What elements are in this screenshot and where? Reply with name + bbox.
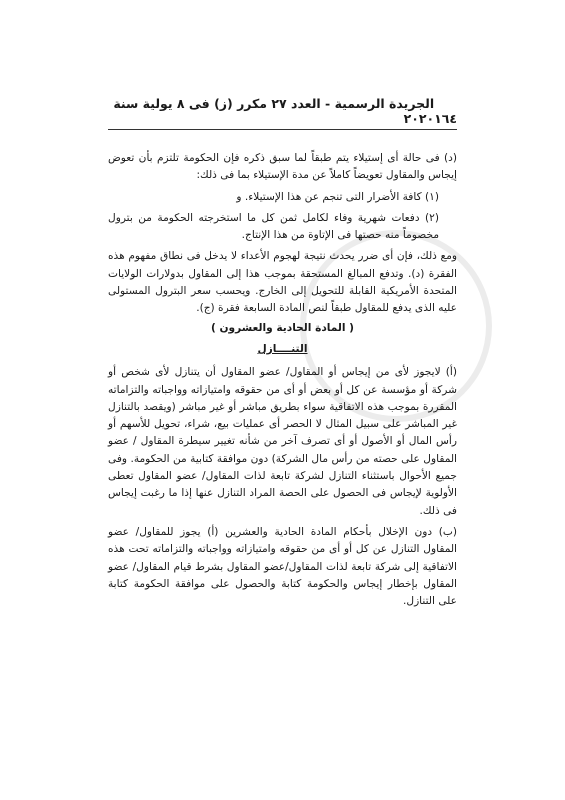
page-number: ١٦٤	[434, 111, 457, 126]
paragraph-b: (ب) دون الإخلال بأحكام المادة الحادية والعشرين (أ) يجوز للمقاول/ عضو المقاول التنازل عن كل أو أى من حقوقه وامتيازاته وواجباته والتزاماته تحت هذه الاتفاقية إلى شركة تابعة لذات المقاول/عضو المقاول بشرط قيام المقاول/ عضو المقاول بإخطار إيجاس والحكومة كتابة والحصول على موافقة الحكومة كتابة على التنازل.	[108, 525, 457, 608]
article-title: ( المادة الحادية والعشرون )	[210, 321, 355, 334]
header-title: الجريدة الرسمية - العدد ٢٧ مكرر (ز) فى ٨ يولية سنة ٢٠٢٠	[113, 96, 435, 126]
paragraph-d-closing: ومع ذلك، فإن أى ضرر يحدث نتيجة لهجوم الأعداء لا يدخل فى نطاق مفهوم هذه الفقرة (د). وتدفع المبالغ المستحقة بموجب هذا إلى المقاول بدولارات الولايات المتحدة الأمريكية القابلة للتحويل إلى الخارج. ويحسب سعر البترول المستولى عليه الذى يدفع للمقاول طبقاً لنص المادة السابعة فقرة (ج).	[108, 250, 457, 315]
page-header	[108, 96, 457, 126]
section-title: التنــــازل	[257, 342, 308, 355]
paragraph-d-item-2: (٢) دفعات شهرية وفاء لكامل ثمن كل ما استخرجته الحكومة من بترول مخصوماً منه حصتها فى الإتاوة من هذا الإنتاج.	[108, 211, 439, 242]
paragraph-d-item-1: (١) كافة الأضرار التى تنجم عن هذا الإستيلاء. و	[236, 190, 439, 203]
paragraph-a: (أ) لايجوز لأى من إيجاس أو المقاول/ عضو المقاول أن يتنازل لأى شخص أو شركة أو مؤسسة عن كل أو بعض أو أى من حقوقه وامتيازاته وواجباته والتزاماته المقررة بموجب هذه الاتفاقية سواء بطريق مباشر أو غير مباشر (ويقصد بالتنازل غير المباشر على سبيل المثال لا الحصر أى عمليات بيع، شراء، تحويل للأسهم أو رأس المال أو الأصول أو أى تصرف آخر من شأنه تغيير سيطرة المقاول / عضو المقاول على حصته من رأس مال الشركة) دون موافقة كتابية من الحكومة. وفى جميع الأحوال باستثناء التنازل لشركة تابعة لذات المقاول/ عضو المقاول تعطى الأولوية لإيجاس فى الحصول على الحصة المراد التنازل عنها إذا ما رغبت إيجاس فى ذلك.	[108, 366, 457, 517]
paragraph-d-intro: (د) فى حالة أى إستيلاء يتم طبقاً لما سبق ذكره فإن الحكومة تلتزم بأن تعوض إيجاس والمقاول تعويضاً كاملاً عن مدة الإستيلاء بما فى ذلك:	[108, 152, 457, 182]
document-body	[108, 150, 457, 610]
header-divider	[108, 129, 457, 130]
